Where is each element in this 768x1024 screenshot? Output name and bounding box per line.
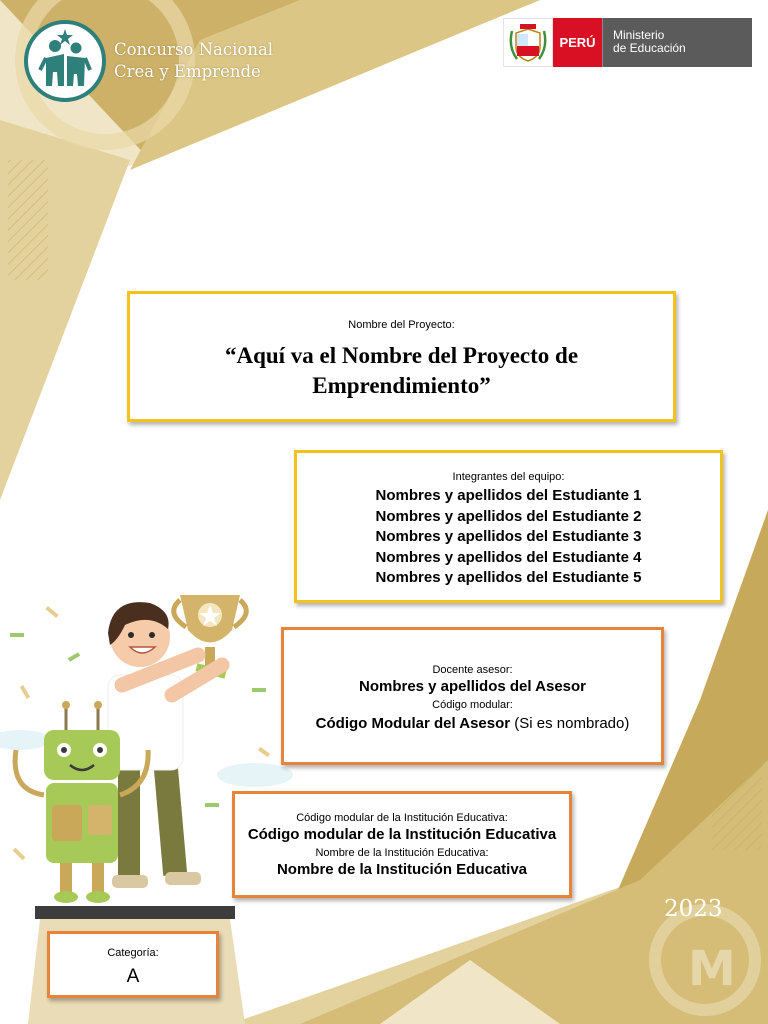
team-member: Nombres y apellidos del Estudiante 2 bbox=[375, 507, 642, 525]
team-member: Nombres y apellidos del Estudiante 1 bbox=[375, 487, 642, 504]
school-code-label: Código modular de la Institución Educativa: bbox=[296, 812, 508, 824]
coat-of-arms-icon bbox=[503, 18, 553, 67]
advisor-label: Docente asesor: bbox=[432, 664, 513, 676]
project-name-label: Nombre del Proyecto: bbox=[348, 319, 455, 331]
peru-label: PERÚ bbox=[553, 18, 602, 67]
kids-logo-icon bbox=[22, 20, 108, 102]
year-label: 2023 bbox=[664, 896, 723, 922]
ministry-name-line2: de Educación bbox=[613, 41, 686, 55]
category-box bbox=[47, 931, 219, 998]
category-value: A bbox=[126, 966, 140, 987]
student-trophy-illustration bbox=[0, 585, 270, 910]
advisor-code bbox=[284, 714, 661, 735]
advisor-code-note: (Si es nombrado) bbox=[510, 714, 630, 732]
team-member: Nombres y apellidos del Estudiante 5 bbox=[375, 569, 642, 586]
school-name-label: Nombre de la Institución Educativa: bbox=[315, 846, 489, 859]
advisor-code-label: Código modular: bbox=[432, 698, 513, 711]
team-members-label: Integrantes del equipo: bbox=[452, 471, 565, 483]
school-code: Código modular de la Institución Educativa bbox=[247, 826, 557, 843]
team-members-box bbox=[294, 450, 723, 603]
team-member: Nombres y apellidos del Estudiante 3 bbox=[375, 528, 642, 545]
project-title-line2: Emprendimiento” bbox=[312, 373, 491, 398]
contest-name-line2: Crea y Emprende bbox=[114, 62, 261, 81]
advisor-box bbox=[281, 627, 664, 765]
team-member: Nombres y apellidos del Estudiante 4 bbox=[375, 548, 642, 566]
svg-text:M: M bbox=[688, 941, 736, 997]
ministry-name bbox=[602, 18, 752, 67]
school-box bbox=[232, 791, 572, 898]
contest-brand bbox=[22, 20, 273, 102]
ministry-logo bbox=[503, 18, 752, 67]
advisor-name: Nombres y apellidos del Asesor bbox=[358, 678, 587, 695]
project-name-box bbox=[127, 291, 676, 422]
project-title bbox=[130, 341, 673, 401]
ministry-name-line1: Ministerio bbox=[613, 28, 665, 42]
school-name: Nombre de la Institución Educativa bbox=[276, 860, 528, 878]
contest-name-line1: Concurso Nacional bbox=[114, 40, 274, 59]
category-label: Categoría: bbox=[107, 947, 159, 959]
project-title-line1: “Aquí va el Nombre del Proyecto de bbox=[224, 343, 579, 368]
advisor-code-value: Código Modular del Asesor bbox=[315, 714, 511, 732]
student-figure bbox=[108, 602, 222, 888]
contest-name bbox=[114, 39, 273, 83]
